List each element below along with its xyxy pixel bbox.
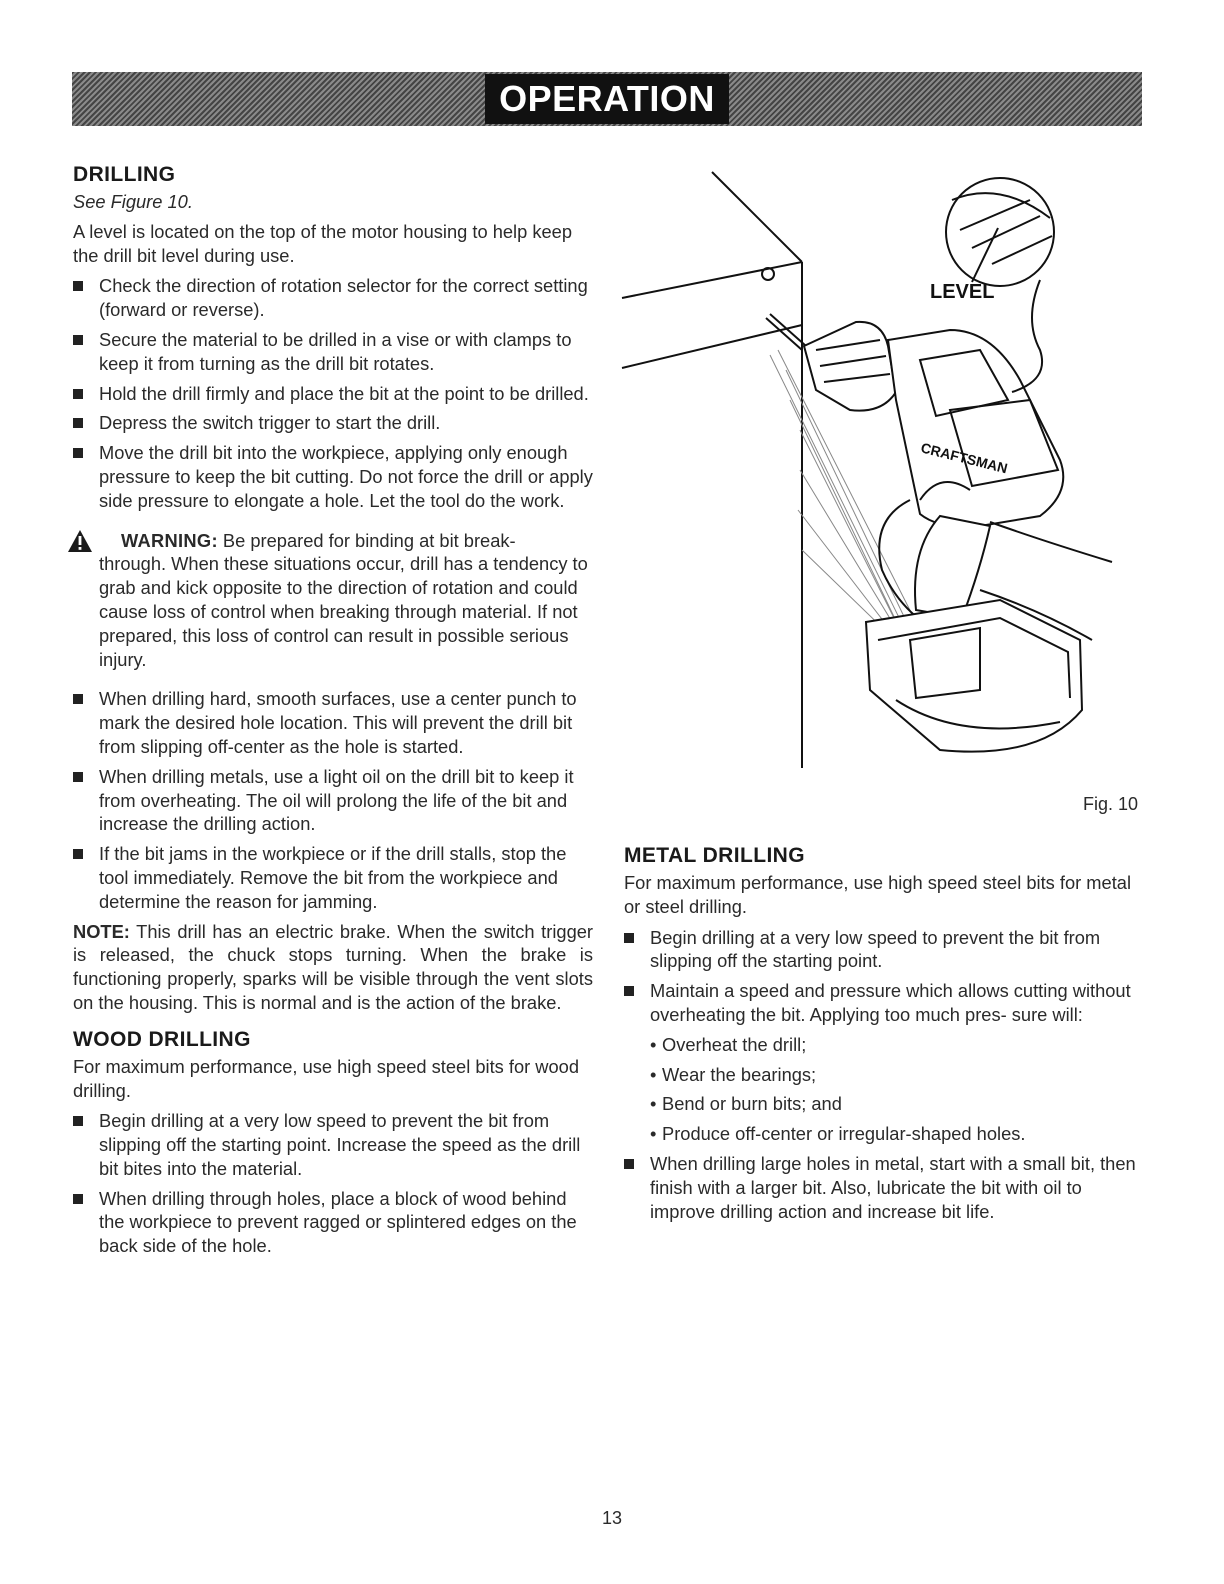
warning-label: WARNING: xyxy=(121,529,218,551)
note-text: This drill has an electric brake. When the switch trigger is released, the chuck stops turning. When the brake is functioning properly, sparks will be visible through the vent slots on the housing. This is normal and is the action of the brake. xyxy=(73,920,593,1013)
list-item: If the bit jams in the workpiece or if the drill stalls, stop the tool immediately. Remove the bit from the workpiece and determine the reason for jamming. xyxy=(73,842,593,913)
drill-illustration xyxy=(620,170,1140,810)
wood-drilling-list xyxy=(73,1109,593,1258)
metal-drilling-list xyxy=(624,926,1144,1027)
drilling-intro: A level is located on the top of the motor housing to help keep the drill bit level during use. xyxy=(73,220,573,266)
drilling-tips-list xyxy=(73,687,593,913)
list-item: Check the direction of rotation selector for the correct setting (forward or reverse). xyxy=(73,274,593,322)
warning-block xyxy=(73,529,593,672)
list-item: Begin drilling at a very low speed to prevent the bit from slipping off the starting point. xyxy=(624,926,1144,974)
brand-label: CRAFTSMAN xyxy=(919,439,1010,477)
list-item: Move the drill bit into the workpiece, applying only enough pressure to keep the bit cutting. Do not force the drill or apply side pressure to elongate a hole. Let the tool do the work. xyxy=(73,441,593,512)
wood-drilling-heading: WOOD DRILLING xyxy=(73,1027,251,1051)
see-figure-reference: See Figure 10. xyxy=(73,191,193,212)
warning-triangle-icon xyxy=(67,529,93,553)
list-item: When drilling hard, smooth surfaces, use a center punch to mark the desired hole location. This will prevent the drill bit from slipping off-center as the hole is started. xyxy=(73,687,593,758)
sub-list-item: • Produce off-center or irregular-shaped holes. xyxy=(650,1122,1144,1146)
metal-drilling-heading: METAL DRILLING xyxy=(624,844,805,867)
figure-caption: Fig. 10 xyxy=(1083,794,1139,814)
metal-drilling-intro: For maximum performance, use high speed steel bits for metal or steel drilling. xyxy=(624,872,1132,917)
page-number: 13 xyxy=(601,1508,623,1528)
note-label: NOTE: xyxy=(73,920,130,942)
sub-list-item: • Bend or burn bits; and xyxy=(650,1092,1144,1116)
list-item: Depress the switch trigger to start the drill. xyxy=(73,411,593,435)
list-item: When drilling metals, use a light oil on the drill bit to keep it from overheating. The oil will prolong the life of the bit and increase the drilling action. xyxy=(73,765,593,836)
drilling-steps-list xyxy=(73,274,593,512)
list-item: Hold the drill firmly and place the bit at the point to be drilled. xyxy=(73,382,593,406)
sub-list-item: • Wear the bearings; xyxy=(650,1063,1144,1087)
drilling-heading: DRILLING xyxy=(73,163,176,186)
metal-drilling-list-end xyxy=(624,1152,1144,1223)
warning-first-line xyxy=(99,529,593,553)
list-item xyxy=(624,979,1144,1027)
left-column xyxy=(73,160,593,1264)
list-item: Secure the material to be drilled in a vise or with clamps to keep it from turning as the drill bit rotates. xyxy=(73,328,593,376)
list-item: When drilling through holes, place a block of wood behind the workpiece to prevent ragged or splintered edges on the back side of the hole. xyxy=(73,1187,593,1258)
section-banner xyxy=(72,72,1142,126)
list-item: When drilling large holes in metal, start with a small bit, then finish with a larger bit. Also, lubricate the bit with oil to improve drilling action and increase bit life. xyxy=(624,1152,1144,1223)
sub-list-item: • Overheat the drill; xyxy=(650,1033,1144,1057)
metal-sub-list xyxy=(624,1033,1144,1146)
warning-text: through. When these situations occur, drill has a tendency to grab and kick opposite to the direction of rotation and could cause loss of control when breaking through material. If not prepared, this loss of control can result in possible serious injury. xyxy=(99,553,588,670)
note-paragraph xyxy=(73,920,593,1015)
list-item-text: Maintain a speed and pressure which allows cutting without overheating the bit. Applying too much pres- sure will: xyxy=(650,980,1131,1025)
wood-drilling-intro: For maximum performance, use high speed steel bits for wood drilling. xyxy=(73,1055,580,1101)
warning-text-first: Be prepared for binding at bit break- xyxy=(217,529,516,551)
right-column xyxy=(624,841,1144,1229)
list-item: Begin drilling at a very low speed to prevent the bit from slipping off the starting point. Increase the speed as the drill bit bites into the material. xyxy=(73,1109,593,1180)
level-label: LEVEL xyxy=(930,281,995,303)
banner-title: OPERATION xyxy=(485,74,729,124)
